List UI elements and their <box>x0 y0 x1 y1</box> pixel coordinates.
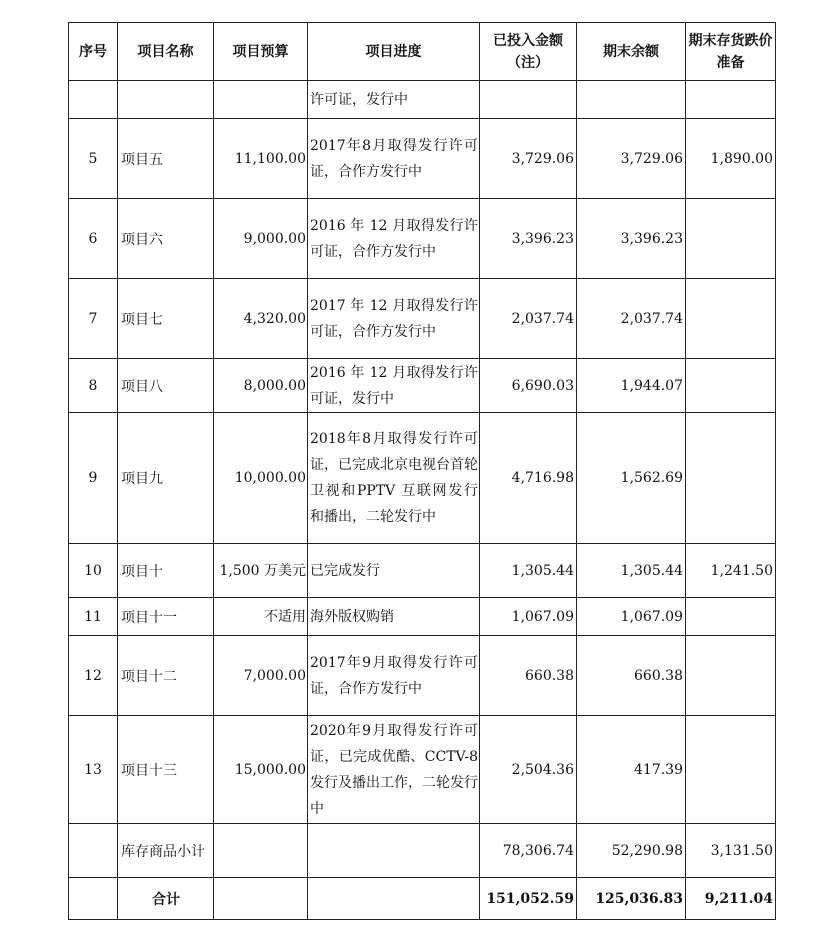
table-row <box>69 544 776 598</box>
header-idx: 序号 <box>69 23 118 81</box>
cell-balance-text: 660.38 <box>634 667 683 684</box>
cell-reserve <box>686 413 776 544</box>
cell-reserve <box>686 716 776 824</box>
cell-invested <box>480 598 577 636</box>
cell-budget <box>214 413 308 544</box>
cell-name <box>118 359 214 413</box>
cell-balance-text: 1,562.69 <box>620 470 683 486</box>
cell-reserve <box>686 544 776 598</box>
cell-invested <box>480 199 577 279</box>
cell-progress-text: 2016 年 12 月取得发行许可证，发行中 <box>310 364 478 407</box>
cell-name <box>118 199 214 279</box>
cell-progress-text: 海外版权购销 <box>310 608 394 625</box>
cell-reserve <box>686 119 776 199</box>
cell-progress <box>308 598 480 636</box>
cell-reserve <box>686 824 776 878</box>
cell-idx <box>69 824 118 878</box>
cell-budget-text: 4,320.00 <box>243 310 306 327</box>
cell-progress <box>308 199 480 279</box>
cell-idx <box>69 279 118 359</box>
cell-name-text: 项目十一 <box>121 609 177 626</box>
cell-invested-text: 660.38 <box>525 667 574 684</box>
cell-reserve-text: 1,241.50 <box>710 562 773 579</box>
cell-balance-text: 1,305.44 <box>620 562 683 579</box>
cell-idx <box>69 81 118 119</box>
cell-progress <box>308 636 480 716</box>
table-row <box>69 81 776 119</box>
cell-balance-text: 2,037.74 <box>620 310 683 327</box>
cell-budget <box>214 598 308 636</box>
inventory-table <box>68 22 776 920</box>
cell-budget-text: 7,000.00 <box>243 667 306 684</box>
cell-reserve <box>686 279 776 359</box>
cell-invested <box>480 279 577 359</box>
cell-budget <box>214 544 308 598</box>
cell-name <box>118 824 214 878</box>
cell-progress <box>308 81 480 119</box>
cell-balance-text: 1,944.07 <box>620 377 683 394</box>
cell-invested <box>480 544 577 598</box>
total-progress <box>308 878 480 920</box>
cell-balance <box>577 359 686 413</box>
cell-idx <box>69 119 118 199</box>
cell-idx-text: 11 <box>84 608 102 625</box>
cell-balance <box>577 636 686 716</box>
cell-name <box>118 279 214 359</box>
total-reserve: 9,211.04 <box>686 878 776 920</box>
table-body <box>69 81 776 878</box>
cell-balance-text: 3,729.06 <box>620 150 683 167</box>
cell-progress-text: 2018年8月取得发行许可证，已完成北京电视台首轮卫视和PPTV 互联网发行和播出，二轮发行中 <box>310 431 478 525</box>
cell-progress <box>308 279 480 359</box>
cell-name <box>118 544 214 598</box>
cell-balance <box>577 413 686 544</box>
cell-balance <box>577 716 686 824</box>
cell-invested-text: 2,504.36 <box>511 761 574 778</box>
cell-invested <box>480 119 577 199</box>
cell-name <box>118 716 214 824</box>
cell-idx-text: 13 <box>84 761 102 778</box>
cell-budget-text: 不适用 <box>264 608 306 625</box>
cell-name <box>118 413 214 544</box>
cell-invested <box>480 413 577 544</box>
total-balance: 125,036.83 <box>577 878 686 920</box>
cell-progress <box>308 359 480 413</box>
cell-budget-text: 8,000.00 <box>243 377 306 394</box>
table-row <box>69 119 776 199</box>
cell-reserve <box>686 598 776 636</box>
cell-idx <box>69 716 118 824</box>
cell-reserve-text: 3,131.50 <box>710 842 773 859</box>
cell-balance <box>577 119 686 199</box>
cell-invested-text: 3,396.23 <box>511 230 574 247</box>
cell-invested <box>480 636 577 716</box>
table-row <box>69 199 776 279</box>
cell-reserve-text: 1,890.00 <box>710 150 773 167</box>
total-budget <box>214 878 308 920</box>
cell-invested-text: 4,716.98 <box>511 470 574 486</box>
cell-invested-text: 3,729.06 <box>511 150 574 167</box>
cell-balance <box>577 199 686 279</box>
cell-name-text: 库存商品小计 <box>121 843 205 860</box>
total-invested: 151,052.59 <box>480 878 577 920</box>
cell-name-text: 项目六 <box>121 231 163 248</box>
cell-name-text: 项目七 <box>121 311 163 328</box>
cell-balance <box>577 544 686 598</box>
cell-name-text: 项目十 <box>121 563 163 580</box>
header-balance: 期末余额 <box>577 23 686 81</box>
cell-idx-text: 10 <box>84 562 102 579</box>
cell-progress <box>308 824 480 878</box>
cell-name <box>118 636 214 716</box>
cell-budget <box>214 119 308 199</box>
cell-name-text: 项目十二 <box>121 668 177 685</box>
cell-idx <box>69 199 118 279</box>
cell-balance <box>577 598 686 636</box>
cell-budget <box>214 636 308 716</box>
cell-budget-text: 15,000.00 <box>234 761 306 778</box>
cell-idx <box>69 598 118 636</box>
cell-idx-text: 9 <box>88 470 98 486</box>
cell-balance-text: 52,290.98 <box>611 842 683 859</box>
cell-budget <box>214 81 308 119</box>
cell-invested-text: 2,037.74 <box>511 310 574 327</box>
table-row <box>69 359 776 413</box>
cell-budget <box>214 199 308 279</box>
cell-idx <box>69 636 118 716</box>
cell-invested-text: 1,305.44 <box>511 562 574 579</box>
cell-budget <box>214 359 308 413</box>
table-row <box>69 279 776 359</box>
cell-balance <box>577 279 686 359</box>
cell-name-text: 项目九 <box>121 471 163 487</box>
cell-budget-text: 9,000.00 <box>243 230 306 247</box>
cell-progress-text: 许可证，发行中 <box>310 91 408 108</box>
cell-idx <box>69 359 118 413</box>
cell-reserve <box>686 81 776 119</box>
cell-invested <box>480 716 577 824</box>
table-row <box>69 716 776 824</box>
cell-idx-text: 5 <box>88 150 98 167</box>
cell-reserve <box>686 199 776 279</box>
cell-progress-text: 2017年8月取得发行许可证，合作方发行中 <box>310 137 478 180</box>
cell-balance <box>577 81 686 119</box>
cell-name-text: 项目十三 <box>121 762 177 779</box>
table-row <box>69 413 776 544</box>
cell-balance-text: 3,396.23 <box>620 230 683 247</box>
total-row <box>69 878 776 920</box>
total-label: 合计 <box>118 878 214 920</box>
total-idx <box>69 878 118 920</box>
header-invested: 已投入金额（注） <box>480 23 577 81</box>
header-progress: 项目进度 <box>308 23 480 81</box>
cell-budget-text: 10,000.00 <box>234 470 306 486</box>
cell-idx <box>69 413 118 544</box>
header-reserve: 期末存货跌价准备 <box>686 23 776 81</box>
cell-budget-text: 1,500 万美元 <box>219 562 306 579</box>
cell-progress <box>308 716 480 824</box>
header-name: 项目名称 <box>118 23 214 81</box>
cell-name <box>118 598 214 636</box>
header-row <box>69 23 776 81</box>
cell-idx-text: 8 <box>88 377 98 394</box>
cell-progress-text: 2020年9月取得发行许可证，已完成优酷、CCTV-8 发行及播出工作，二轮发行中 <box>310 722 478 817</box>
cell-progress <box>308 544 480 598</box>
cell-progress-text: 2016 年 12 月取得发行许可证，合作方发行中 <box>310 217 478 260</box>
cell-balance-text: 1,067.09 <box>620 608 683 625</box>
cell-budget-text: 11,100.00 <box>234 150 306 167</box>
cell-invested <box>480 359 577 413</box>
table-row <box>69 824 776 878</box>
cell-balance <box>577 824 686 878</box>
cell-progress-text: 已完成发行 <box>310 562 380 579</box>
cell-reserve <box>686 636 776 716</box>
cell-progress <box>308 413 480 544</box>
table-row <box>69 598 776 636</box>
cell-name-text: 项目八 <box>121 378 163 395</box>
cell-progress-text: 2017 年 12 月取得发行许可证，合作方发行中 <box>310 297 478 340</box>
cell-invested-text: 6,690.03 <box>511 377 574 394</box>
cell-invested-text: 1,067.09 <box>511 608 574 625</box>
cell-idx-text: 7 <box>88 310 98 327</box>
cell-idx-text: 6 <box>88 230 98 247</box>
cell-reserve <box>686 359 776 413</box>
cell-budget <box>214 716 308 824</box>
cell-invested <box>480 81 577 119</box>
cell-progress-text: 2017年9月取得发行许可证，合作方发行中 <box>310 654 478 697</box>
cell-invested <box>480 824 577 878</box>
cell-name <box>118 81 214 119</box>
cell-progress <box>308 119 480 199</box>
cell-idx <box>69 544 118 598</box>
cell-name-text: 项目五 <box>121 151 163 168</box>
cell-invested-text: 78,306.74 <box>502 842 574 859</box>
table-row <box>69 636 776 716</box>
header-budget: 项目预算 <box>214 23 308 81</box>
cell-budget <box>214 824 308 878</box>
cell-idx-text: 12 <box>84 667 102 684</box>
cell-name <box>118 119 214 199</box>
cell-budget <box>214 279 308 359</box>
cell-balance-text: 417.39 <box>634 761 683 778</box>
